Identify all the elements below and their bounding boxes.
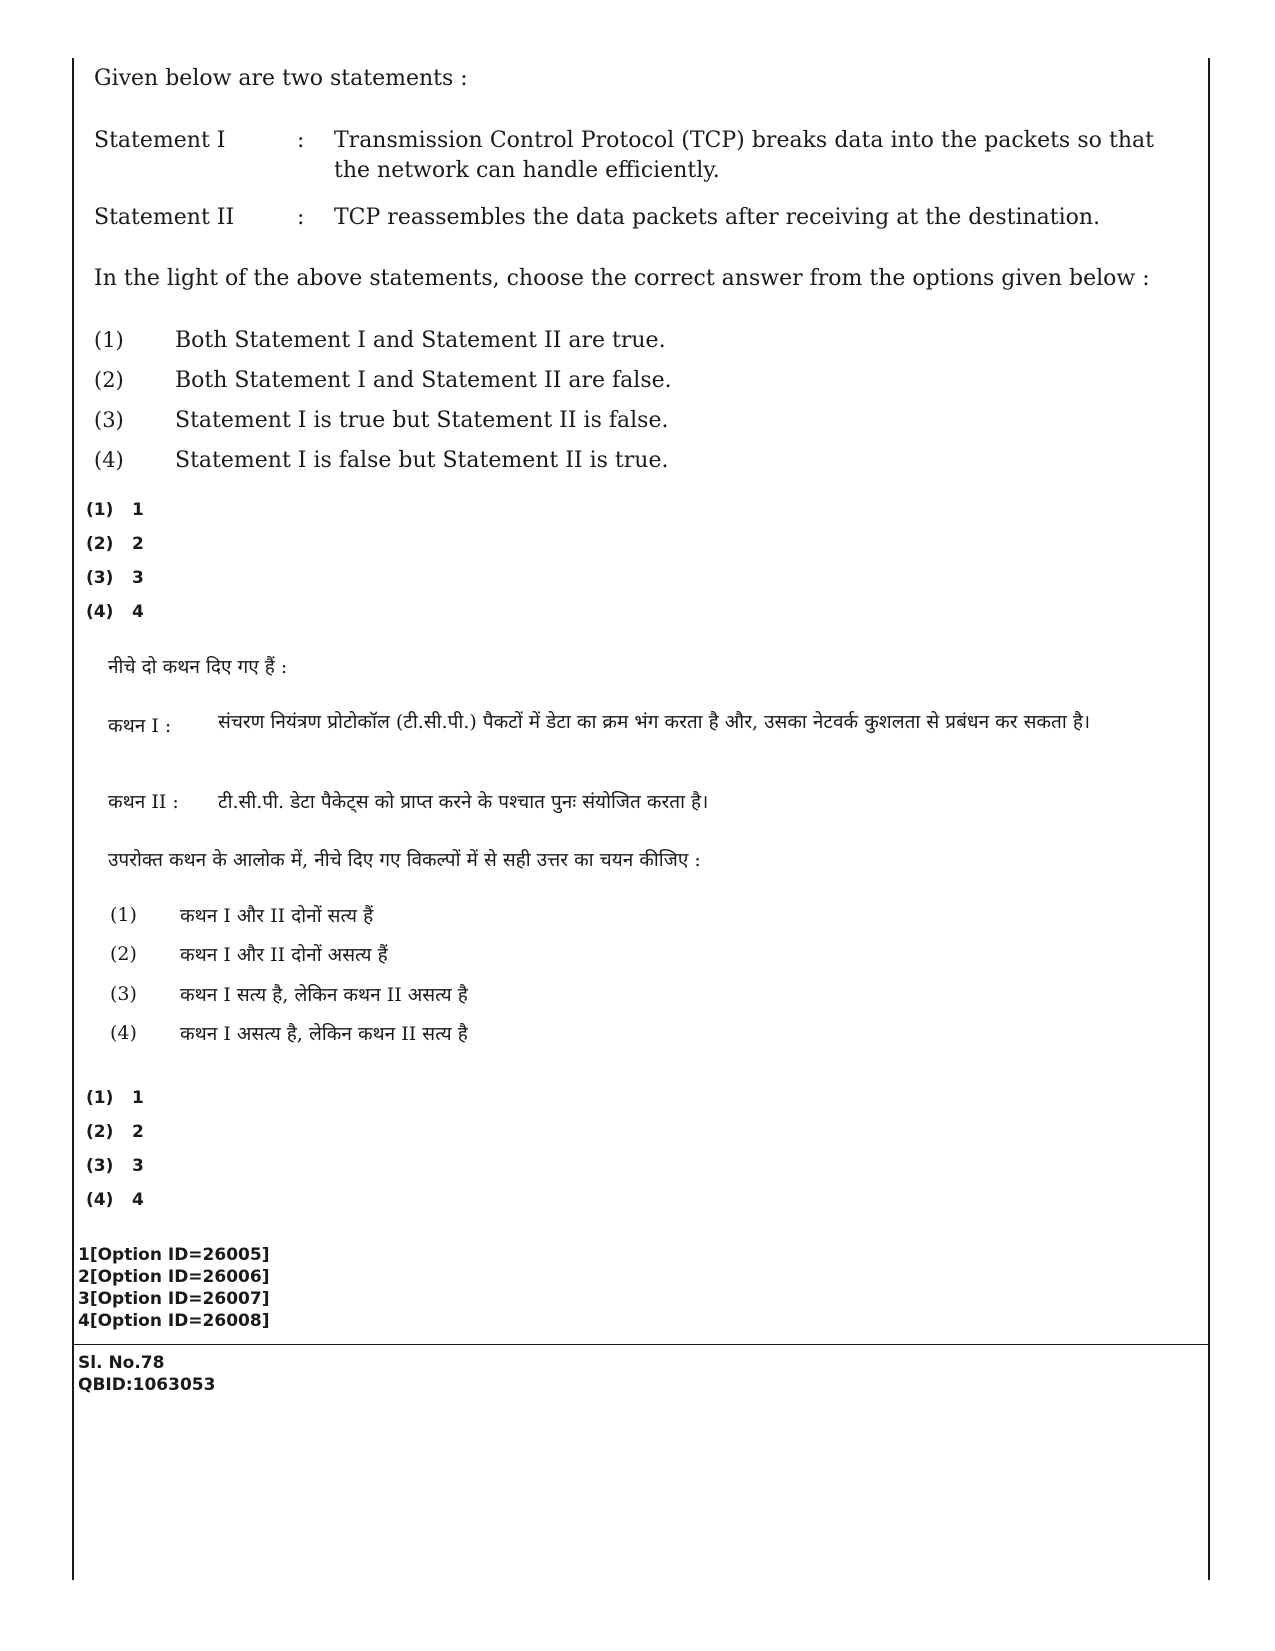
option-text: कथन I और II दोनों सत्य हैं	[180, 905, 374, 927]
statement2-label-hi: कथन II :	[108, 791, 179, 813]
option-number: (2)	[110, 943, 137, 965]
option-text: कथन I सत्य है, लेकिन कथन II असत्य है	[180, 984, 468, 1006]
statement1-text-hi: संचरण नियंत्रण प्रोटोकॉल (टी.सी.पी.) पैकटों में डेटा का क्रम भंग करता है और, उसका नेटवर्क कुशलता से प्रबंधन कर सकता है।	[218, 711, 1091, 733]
left-border	[72, 58, 74, 1580]
answer-choice[interactable]: (3) 3	[86, 1156, 144, 1176]
option-text: Statement I is false but Statement II is true.	[175, 448, 669, 473]
option-number: (3)	[110, 983, 137, 1005]
statement1-colon: :	[297, 128, 305, 153]
answer-choice[interactable]: (2) 2	[86, 1122, 144, 1142]
answer-choice[interactable]: (1) 1	[86, 1088, 144, 1108]
option-number: (1)	[94, 328, 124, 352]
answer-choice[interactable]: (3) 3	[86, 568, 144, 588]
serial-number: Sl. No.78	[78, 1353, 165, 1373]
qbid: QBID:1063053	[78, 1375, 216, 1395]
next-question-meta	[78, 1352, 215, 1396]
answer-choice[interactable]: (1) 1	[86, 500, 144, 520]
option-text: Both Statement I and Statement II are true.	[175, 328, 666, 353]
right-border	[1208, 58, 1210, 1580]
question-intro-hi: नीचे दो कथन दिए गए हैं :	[108, 656, 288, 678]
option-id: 3[Option ID=26007]	[78, 1289, 270, 1309]
option-text: कथन I असत्य है, लेकिन कथन II सत्य है	[180, 1023, 468, 1045]
question-prompt-hi: उपरोक्त कथन के आलोक में, नीचे दिए गए विकल्पों में से सही उत्तर का चयन कीजिए :	[108, 849, 701, 871]
statement2-label-en: Statement II	[94, 205, 235, 230]
statement2-text-en: TCP reassembles the data packets after receiving at the destination.	[334, 205, 1101, 230]
section-divider	[72, 1344, 1210, 1345]
question-intro-en: Given below are two statements :	[94, 66, 468, 91]
question-prompt-en: In the light of the above statements, choose the correct answer from the options given below :	[94, 266, 1150, 291]
option-number: (4)	[110, 1022, 137, 1044]
option-number: (2)	[94, 368, 124, 392]
option-number: (1)	[110, 904, 137, 926]
statement2-text-hi: टी.सी.पी. डेटा पैकेट्स को प्राप्त करने के पश्चात पुनः संयोजित करता है।	[218, 791, 709, 813]
option-text: Both Statement I and Statement II are false.	[175, 368, 672, 393]
option-number: (4)	[94, 448, 124, 472]
option-id: 2[Option ID=26006]	[78, 1267, 270, 1287]
statement2-colon: :	[297, 205, 305, 230]
answer-choice[interactable]: (4) 4	[86, 602, 144, 622]
statement1-label-hi: कथन I :	[108, 715, 172, 737]
option-id: 1[Option ID=26005]	[78, 1245, 270, 1265]
option-text: Statement I is true but Statement II is false.	[175, 408, 669, 433]
statement1-text-en: Transmission Control Protocol (TCP) breaks data into the packets so that the network can handle efficiently.	[334, 128, 1154, 183]
option-text: कथन I और II दोनों असत्य हैं	[180, 944, 388, 966]
option-id: 4[Option ID=26008]	[78, 1311, 270, 1331]
statement1-label-en: Statement I	[94, 128, 226, 153]
option-id-list	[78, 1244, 269, 1332]
option-number: (3)	[94, 408, 124, 432]
answer-choice[interactable]: (2) 2	[86, 534, 144, 554]
answer-choice[interactable]: (4) 4	[86, 1190, 144, 1210]
